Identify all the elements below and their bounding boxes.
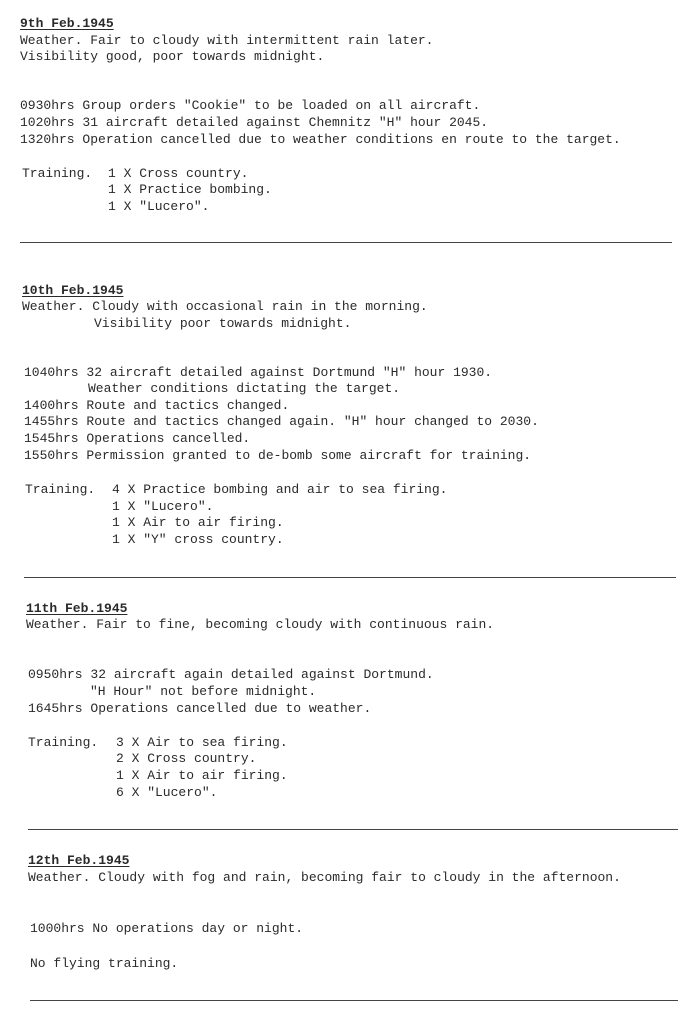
training-item: 1 X Air to air firing. (116, 768, 288, 783)
weather-line: Weather. Fair to cloudy with intermittent rain later. (20, 33, 434, 48)
section-divider (30, 1000, 678, 1001)
visibility-line: Visibility poor towards midnight. (94, 316, 352, 331)
training-label: Training. (22, 166, 93, 181)
event-line: 1550hrs Permission granted to de-bomb some aircraft for training. (24, 448, 532, 463)
training-item: 1 X Air to air firing. (112, 515, 284, 530)
training-item: 1 X "Y" cross country. (112, 532, 284, 547)
training-item: 1 X "Lucero". (108, 199, 210, 214)
section-divider (20, 242, 672, 243)
weather-line: Weather. Cloudy with fog and rain, becoming fair to cloudy in the afternoon. (28, 870, 621, 885)
event-line: 1545hrs Operations cancelled. (24, 431, 251, 446)
training-item: 1 X Cross country. (108, 166, 249, 181)
section-divider (24, 577, 676, 578)
weather-line: Weather. Fair to fine, becoming cloudy with continuous rain. (26, 617, 495, 632)
event-line: 1455hrs Route and tactics changed again. "H" hour changed to 2030. (24, 414, 539, 429)
entry-date: 9th Feb.1945 (20, 16, 114, 31)
training-item: 4 X Practice bombing and air to sea firing. (112, 482, 448, 497)
event-line: 1000hrs No operations day or night. (30, 921, 304, 936)
note-line: No flying training. (30, 956, 179, 971)
event-line: Weather conditions dictating the target. (88, 381, 401, 396)
event-line: 1400hrs Route and tactics changed. (24, 398, 290, 413)
event-line: 1040hrs 32 aircraft detailed against Dortmund "H" hour 1930. (24, 365, 493, 380)
event-line: "H Hour" not before midnight. (90, 684, 317, 699)
entry-date: 10th Feb.1945 (22, 283, 124, 298)
event-line: 1020hrs 31 aircraft detailed against Chemnitz "H" hour 2045. (20, 115, 489, 130)
training-item: 6 X "Lucero". (116, 785, 218, 800)
weather-line: Weather. Cloudy with occasional rain in the morning. (22, 299, 428, 314)
training-item: 1 X Practice bombing. (108, 182, 272, 197)
training-label: Training. (28, 735, 99, 750)
training-item: 3 X Air to sea firing. (116, 735, 288, 750)
entry-date: 11th Feb.1945 (26, 601, 128, 616)
event-line: 1645hrs Operations cancelled due to weather. (28, 701, 372, 716)
training-item: 1 X "Lucero". (112, 499, 214, 514)
training-label: Training. (25, 482, 96, 497)
event-line: 1320hrs Operation cancelled due to weather conditions en route to the target. (20, 132, 621, 147)
event-line: 0930hrs Group orders "Cookie" to be loaded on all aircraft. (20, 98, 481, 113)
visibility-line: Visibility good, poor towards midnight. (20, 49, 325, 64)
training-item: 2 X Cross country. (116, 751, 257, 766)
entry-date: 12th Feb.1945 (28, 853, 130, 868)
section-divider (28, 829, 678, 830)
event-line: 0950hrs 32 aircraft again detailed against Dortmund. (28, 667, 434, 682)
